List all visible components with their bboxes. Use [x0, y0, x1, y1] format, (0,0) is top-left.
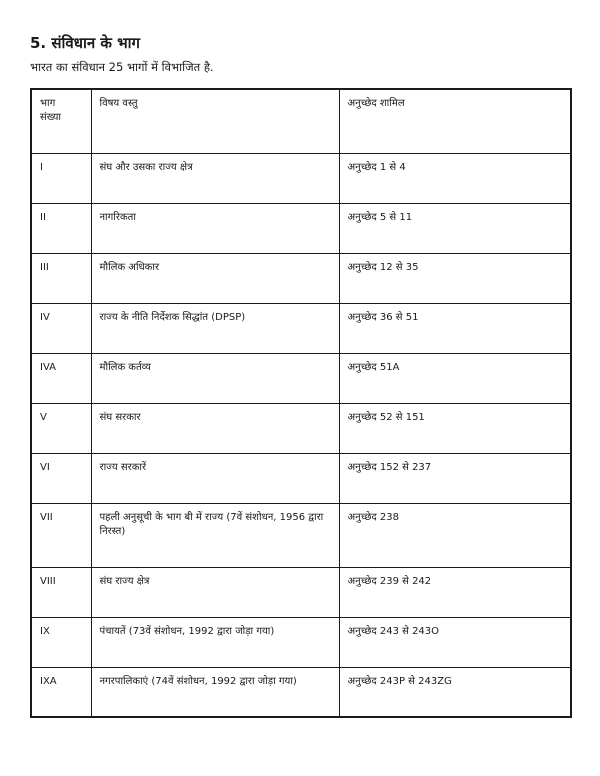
table-row	[31, 567, 571, 617]
header-part-number: भाग संख्या	[31, 89, 91, 153]
table-row	[31, 303, 571, 353]
constitution-parts-table	[30, 88, 572, 718]
articles-cell: अनुच्छेद 243P से 243ZG	[339, 667, 571, 717]
subject-cell: मौलिक कर्तव्य	[91, 353, 339, 403]
table-row	[31, 153, 571, 203]
articles-cell: अनुच्छेद 243 से 243O	[339, 617, 571, 667]
table-row	[31, 403, 571, 453]
articles-cell: अनुच्छेद 152 से 237	[339, 453, 571, 503]
table-row	[31, 203, 571, 253]
subject-cell: राज्य के नीति निर्देशक सिद्धांत (DPSP)	[91, 303, 339, 353]
section-title: 5. संविधान के भाग	[30, 34, 140, 52]
subject-cell: संघ राज्य क्षेत्र	[91, 567, 339, 617]
part-cell: VII	[31, 503, 91, 567]
part-cell: V	[31, 403, 91, 453]
part-cell: III	[31, 253, 91, 303]
subject-cell: पंचायतें (73वें संशोधन, 1992 द्वारा जोड़ा गया)	[91, 617, 339, 667]
table-row	[31, 353, 571, 403]
subject-cell: नागरिकता	[91, 203, 339, 253]
part-cell: VI	[31, 453, 91, 503]
subject-cell: नगरपालिकाएं (74वें संशोधन, 1992 द्वारा जोड़ा गया)	[91, 667, 339, 717]
articles-cell: अनुच्छेद 5 से 11	[339, 203, 571, 253]
subject-cell: संघ सरकार	[91, 403, 339, 453]
header-articles: अनुच्छेद शामिल	[339, 89, 571, 153]
articles-cell: अनुच्छेद 52 से 151	[339, 403, 571, 453]
table-row	[31, 253, 571, 303]
articles-cell: अनुच्छेद 51A	[339, 353, 571, 403]
table-row	[31, 667, 571, 717]
subject-cell: संघ और उसका राज्य क्षेत्र	[91, 153, 339, 203]
table-row	[31, 453, 571, 503]
articles-cell: अनुच्छेद 239 से 242	[339, 567, 571, 617]
header-subject: विषय वस्तु	[91, 89, 339, 153]
articles-cell: अनुच्छेद 1 से 4	[339, 153, 571, 203]
part-cell: IVA	[31, 353, 91, 403]
section-intro: भारत का संविधान 25 भागों में विभाजित है.	[30, 60, 214, 74]
table-row	[31, 503, 571, 567]
part-cell: II	[31, 203, 91, 253]
articles-cell: अनुच्छेद 36 से 51	[339, 303, 571, 353]
part-cell: IXA	[31, 667, 91, 717]
part-cell: IV	[31, 303, 91, 353]
table-row	[31, 617, 571, 667]
part-cell: IX	[31, 617, 91, 667]
part-cell: VIII	[31, 567, 91, 617]
subject-cell: पहली अनुसूची के भाग बी में राज्य (7वें संशोधन, 1956 द्वारा निरस्त)	[91, 503, 339, 567]
table-header-row	[31, 89, 571, 153]
subject-cell: मौलिक अधिकार	[91, 253, 339, 303]
subject-cell: राज्य सरकारें	[91, 453, 339, 503]
part-cell: I	[31, 153, 91, 203]
articles-cell: अनुच्छेद 12 से 35	[339, 253, 571, 303]
articles-cell: अनुच्छेद 238	[339, 503, 571, 567]
